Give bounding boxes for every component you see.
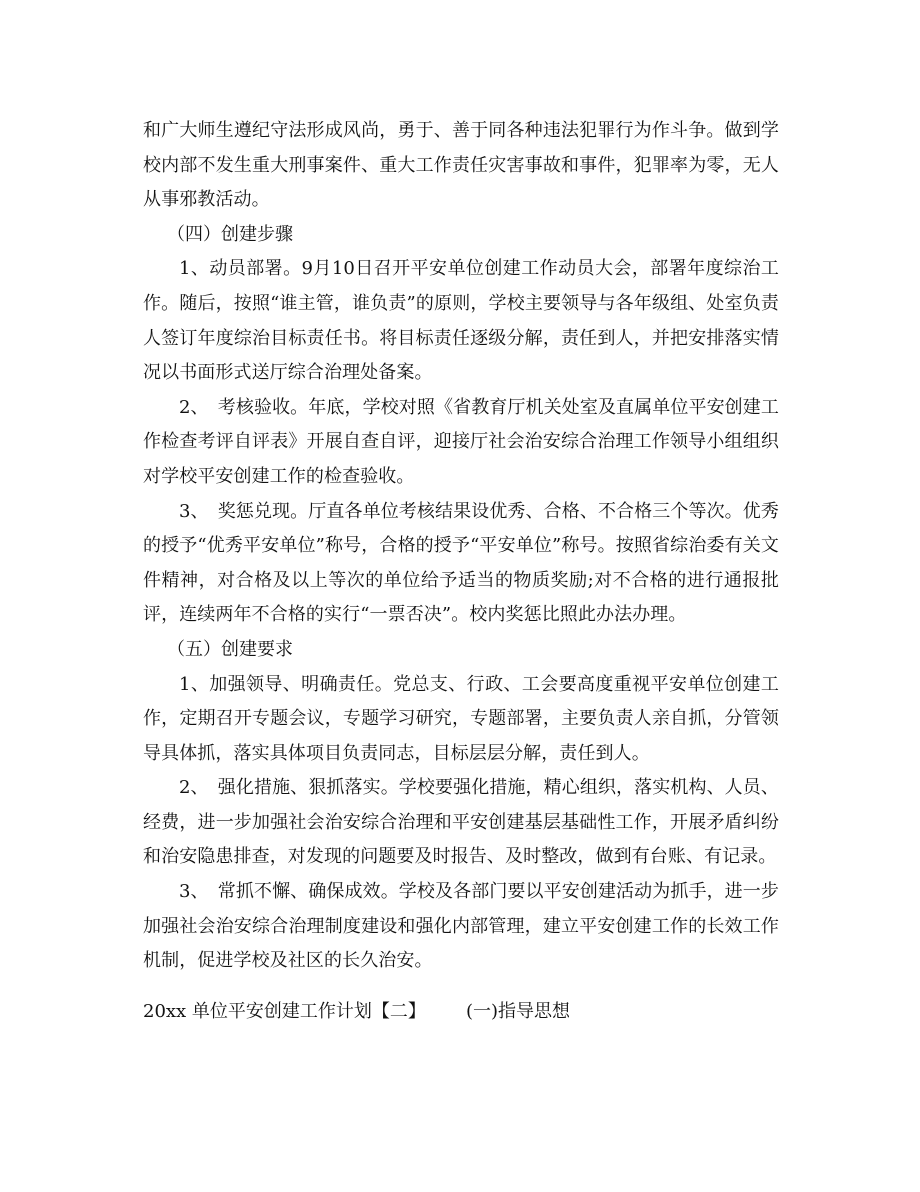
plan-title: 20xx 单位平安创建工作计划【二】	[143, 1001, 426, 1022]
paragraph-requirement-2: 2、 强化措施、狠抓落实。学校要强化措施，精心组织，落实机构、人员、经费，进一步加强社会治安综合治理和平安创建基层基础性工作，开展矛盾纠纷和治安隐患排查，对发现的问题要及时报告、及时整改，做到有台账、有记录。	[143, 777, 779, 868]
document-body	[143, 114, 779, 979]
paragraph-continuation: 和广大师生遵纪守法形成风尚，勇于、善于同各种违法犯罪行为作斗争。做到学校内部不发生重大刑事案件、重大工作责任灾害事故和事件，犯罪率为零，无人从事邪教活动。	[143, 120, 779, 211]
paragraph-requirement-3: 3、 常抓不懈、确保成效。学校及各部门要以平安创建活动为抓手，进一步加强社会治安综合治理制度建设和强化内部管理，建立平安创建工作的长效工作机制，促进学校及社区的长久治安。	[143, 881, 779, 972]
section-heading-requirements: （五）创建要求	[167, 638, 293, 660]
section-heading-steps: （四）创建步骤	[167, 223, 293, 245]
next-section-line	[143, 995, 570, 1030]
paragraph-step-3: 3、 奖惩兑现。厅直各单位考核结果设优秀、合格、不合格三个等次。优秀的授予“优秀平安单位”称号，合格的授予“平安单位”称号。按照省综治委有关文件精神，对合格及以上等次的单位给予适当的物质奖励;对不合格的进行通报批评，连续两年不合格的实行“一票否决”。校内奖惩比照此办法办理。	[143, 500, 779, 626]
paragraph-step-1: 1、动员部署。9月10日召开平安单位创建工作动员大会，部署年度综治工作。随后，按照“谁主管，谁负责”的原则，学校主要领导与各年级组、处室负责人签订年度综治目标责任书。将目标责任逐级分解，责任到人，并把安排落实情况以书面形式送厅综合治理处备案。	[143, 258, 779, 384]
paragraph-step-2: 2、 考核验收。年底，学校对照《省教育厅机关处室及直属单位平安创建工作检查考评自评表》开展自查自评，迎接厅社会治安综合治理工作领导小组组织对学校平安创建工作的检查验收。	[143, 396, 779, 487]
paragraph-requirement-1: 1、加强领导、明确责任。党总支、行政、工会要高度重视平安单位创建工作，定期召开专题会议，专题学习研究，专题部署，主要负责人亲自抓，分管领导具体抓，落实具体项目负责同志，目标层层分解，责任到人。	[143, 673, 779, 764]
guiding-thought-heading: (一)指导思想	[465, 1001, 570, 1022]
